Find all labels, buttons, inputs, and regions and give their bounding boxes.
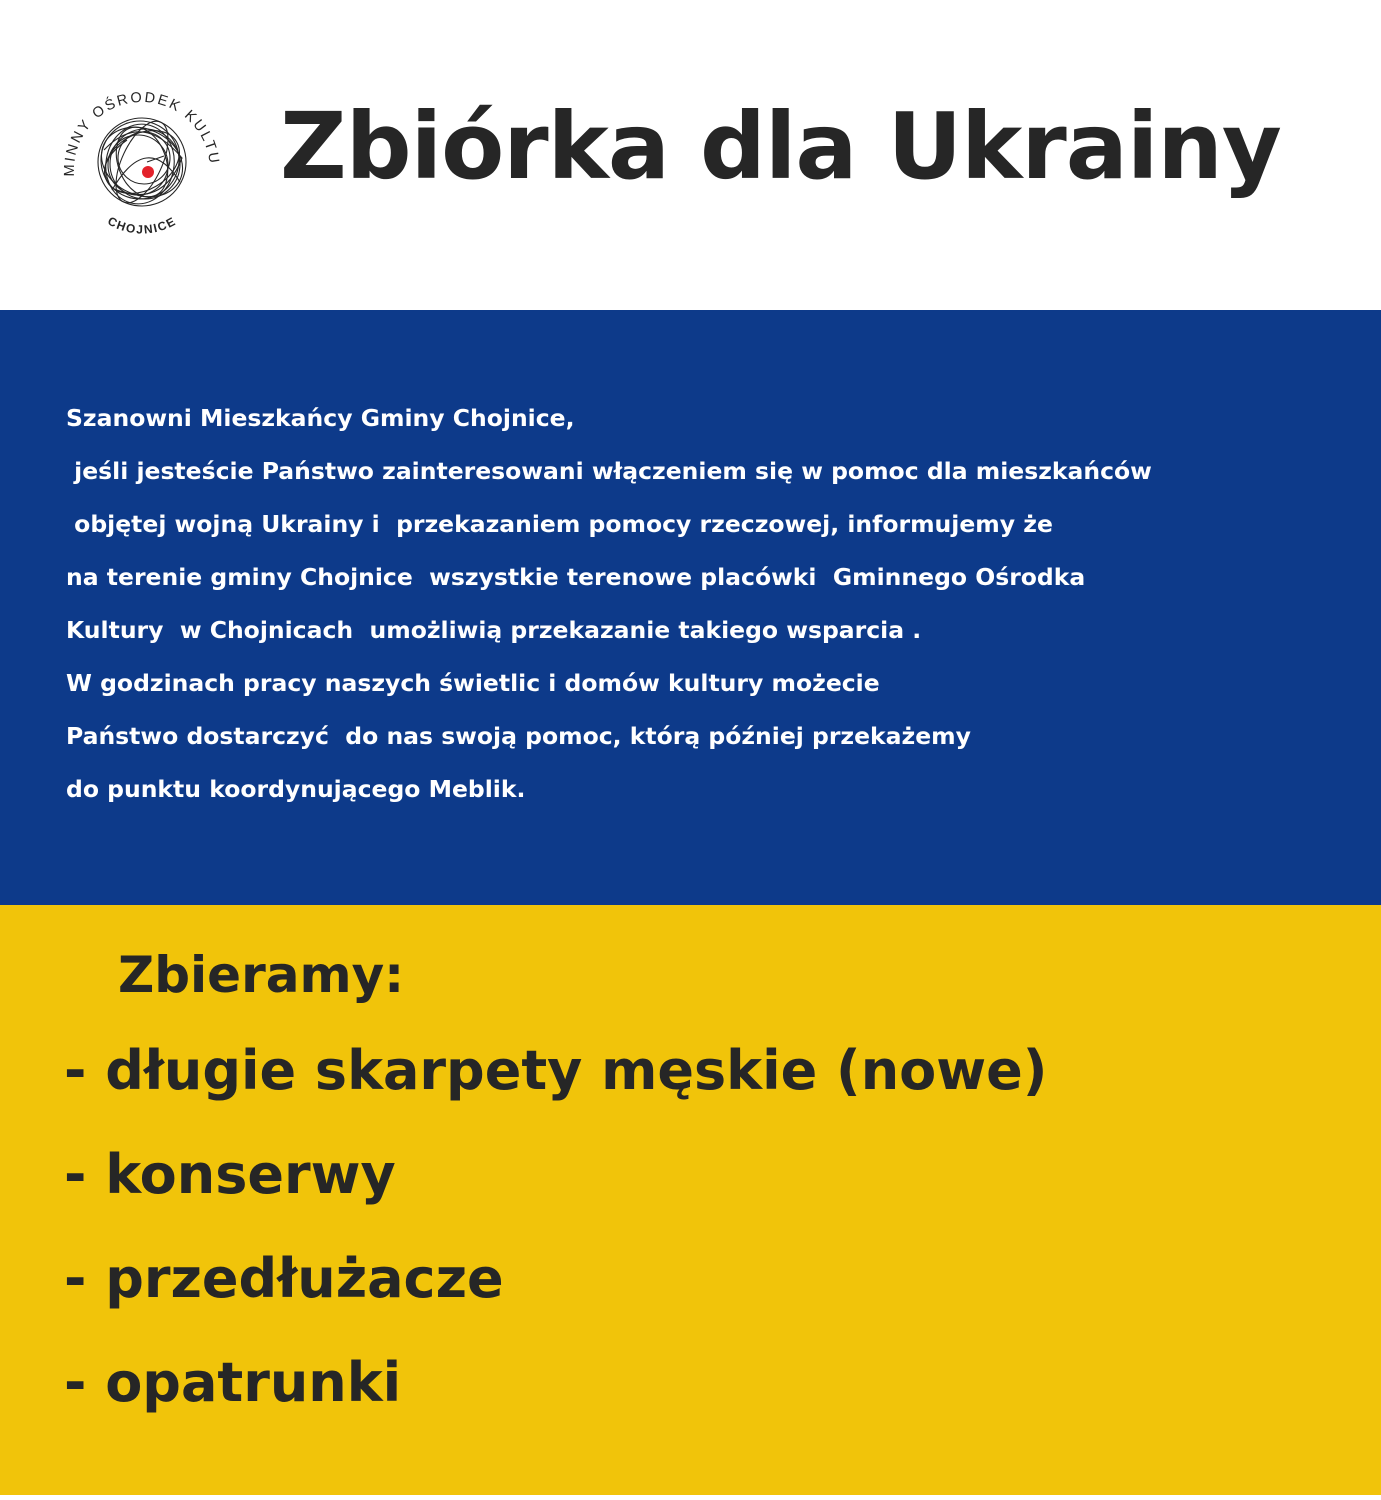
intro-line: jeśli jesteście Państwo zainteresowani włączeniem się w pomoc dla mieszkańców: [66, 457, 1152, 485]
intro-line: objętej wojną Ukrainy i przekazaniem pomocy rzeczowej, informujemy że: [66, 510, 1053, 538]
red-dot-icon: [142, 166, 154, 178]
intro-line: Szanowni Mieszkańcy Gminy Chojnice,: [66, 404, 575, 432]
intro-line: W godzinach pracy naszych świetlic i domów kultury możecie: [66, 669, 880, 697]
list-item: - długie skarpety męskie (nowe): [64, 1039, 1048, 1102]
header: [0, 0, 1381, 310]
collection-title: Zbieramy:: [118, 946, 405, 1004]
gok-chojnice-logo: [52, 70, 232, 250]
intro-line: na terenie gminy Chojnice wszystkie terenowe placówki Gminnego Ośrodka: [66, 563, 1086, 591]
list-item: - opatrunki: [64, 1351, 402, 1414]
list-item: - przedłużacze: [64, 1247, 504, 1310]
intro-line: Państwo dostarczyć do nas swoją pomoc, którą później przekażemy: [66, 722, 971, 750]
scribble-circle-icon: [90, 114, 194, 211]
logo-top-text: MINNY OŚRODEK KULTU: [61, 89, 223, 177]
collection-list: [64, 1031, 1047, 1447]
logo-bottom-text: CHOJNICE: [105, 213, 179, 237]
page-title: Zbiórka dla Ukrainy: [280, 93, 1281, 200]
info-panel: [0, 310, 1381, 905]
logo-graphic: [52, 70, 232, 250]
bottom-border: [0, 1495, 1381, 1500]
list-item: - konserwy: [64, 1143, 396, 1206]
intro-line: Kultury w Chojnicach umożliwią przekazanie takiego wsparcia .: [66, 616, 922, 644]
intro-line: do punktu koordynującego Meblik.: [66, 775, 526, 803]
collection-panel: [0, 905, 1381, 1495]
intro-text: [66, 392, 1356, 816]
